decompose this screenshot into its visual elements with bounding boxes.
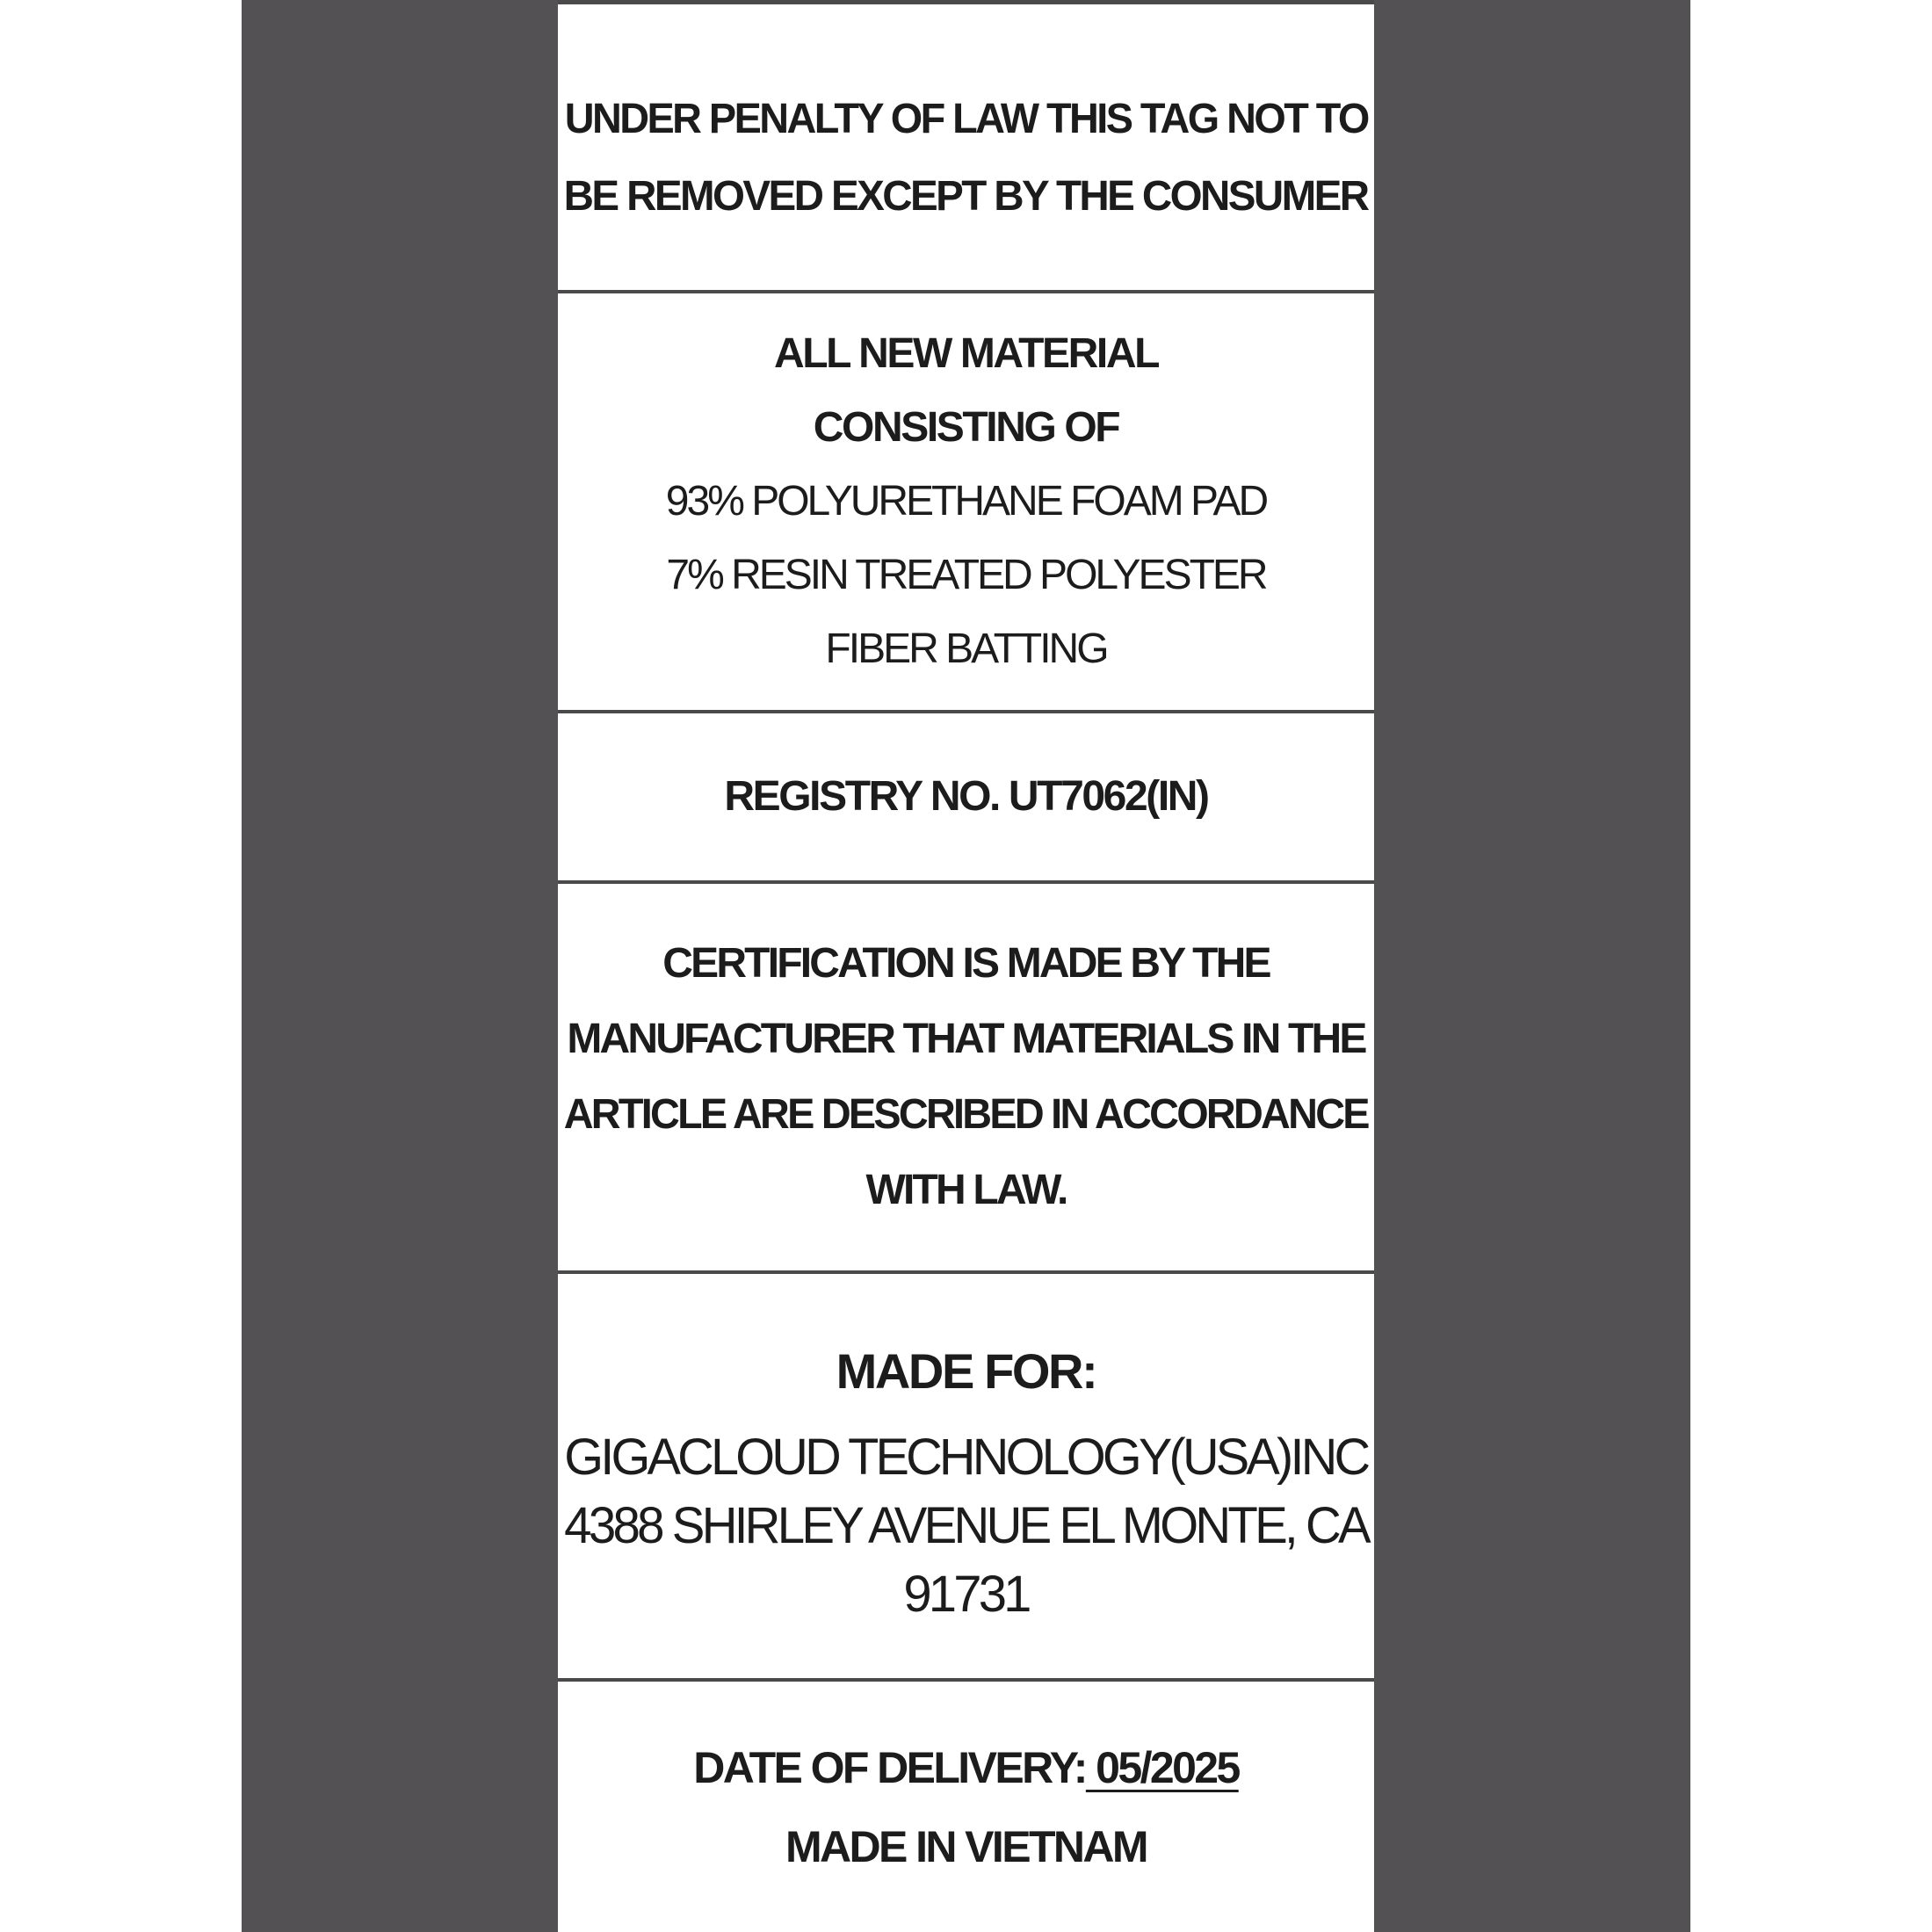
delivery-date-line xyxy=(693,1728,1238,1807)
made-for-heading: MADE FOR: xyxy=(836,1343,1096,1399)
certification-line-4: WITH LAW. xyxy=(865,1167,1067,1213)
content-section xyxy=(558,293,1374,710)
certification-line-3: ARTICLE ARE DESCRIBED IN ACCORDANCE xyxy=(563,1091,1369,1138)
content-line-1: ALL NEW MATERIAL xyxy=(773,330,1159,377)
delivery-date-value: 05/2025 xyxy=(1085,1742,1239,1792)
certification-line-2: MANUFACTURER THAT MATERIALS IN THE xyxy=(567,1016,1365,1062)
country-of-origin: MADE IN VIETNAM xyxy=(785,1821,1147,1871)
tag-top-border xyxy=(558,0,1374,4)
certification-section xyxy=(558,884,1374,1270)
content-line-3: 93% POLYURETHANE FOAM PAD xyxy=(665,478,1267,525)
warning-line-2: BE REMOVED EXCEPT BY THE CONSUMER xyxy=(564,173,1368,220)
left-background-panel xyxy=(242,0,558,1932)
warning-section xyxy=(558,26,1374,290)
content-line-4: 7% RESIN TREATED POLYESTER xyxy=(666,552,1266,598)
law-tag-label xyxy=(558,0,1374,1932)
warning-line-1: UNDER PENALTY OF LAW THIS TAG NOT TO xyxy=(564,96,1368,142)
delivery-section xyxy=(558,1682,1374,1932)
company-address: 4388 SHIRLEY AVENUE EL MONTE, CA xyxy=(564,1497,1368,1554)
content-line-2: CONSISTING OF xyxy=(813,404,1119,451)
company-zip: 91731 xyxy=(903,1566,1029,1623)
made-for-section xyxy=(558,1274,1374,1678)
certification-line-1: CERTIFICATION IS MADE BY THE xyxy=(662,940,1270,987)
right-background-panel xyxy=(1374,0,1690,1932)
registry-number: REGISTRY NO. UT7062(IN) xyxy=(724,773,1208,820)
company-name: GIGACLOUD TECHNOLOGY(USA)INC xyxy=(564,1429,1368,1486)
content-line-5: FIBER BATTING xyxy=(825,626,1107,672)
delivery-date-label: DATE OF DELIVERY: xyxy=(693,1742,1086,1792)
registry-section xyxy=(558,713,1374,880)
